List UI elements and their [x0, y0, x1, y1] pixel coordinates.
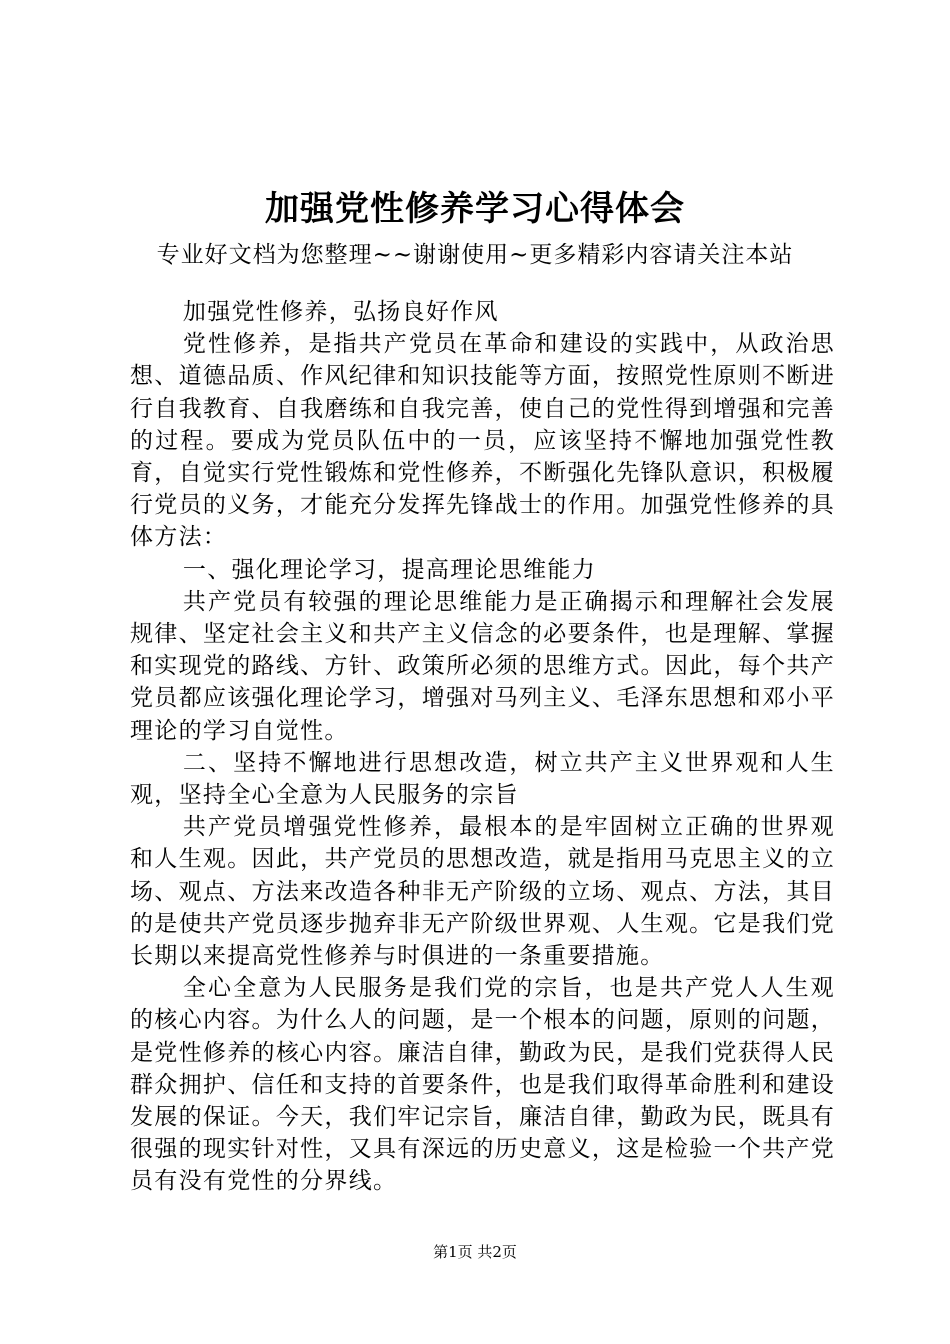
paragraph-heading: 加强党性修养，弘扬良好作风	[182, 299, 499, 325]
document-title: 加强党性修养学习心得体会	[265, 189, 685, 229]
document-subtitle: 专业好文档为您整理~~谢谢使用~更多精彩内容请关注本站	[156, 242, 794, 268]
paragraph: 共产党员增强党性修养，最根本的是牢固树立正确的世界观和人生观。因此，共产党员的思想改造，就是指用马克思主义的立场、观点、方法来改造各种非无产阶级的立场、观点、方法，其目的是使共产党员逐步抛弃非无产阶级世界观、人生观。它是我们党长期以来提高党性修养与时俱进的一条重要措施。	[130, 814, 835, 970]
document-body	[130, 296, 835, 1198]
paragraph: 党性修养，是指共产党员在革命和建设的实践中，从政治思想、道德品质、作风纪律和知识技能等方面，按照党性原则不断进行自我教育、自我磨练和自我完善，使自己的党性得到增强和完善的过程。要成为党员队伍中的一员，应该坚持不懈地加强党性教育，自觉实行党性锻炼和党性修养，不断强化先锋队意识，积极履行党员的义务，才能充分发挥先锋战士的作用。加强党性修养的具体方法：	[130, 331, 835, 551]
page-number: 第1页 共2页	[433, 1243, 517, 1261]
paragraph: 全心全意为人民服务是我们党的宗旨，也是共产党人人生观的核心内容。为什么人的问题，是一个根本的问题，原则的问题，是党性修养的核心内容。廉洁自律，勤政为民，是我们党获得人民群众拥护、信任和支持的首要条件，也是我们取得革命胜利和建设发展的保证。今天，我们牢记宗旨，廉洁自律，勤政为民，既具有很强的现实针对性，又具有深远的历史意义，这是检验一个共产党员有没有党性的分界线。	[130, 975, 835, 1195]
section-heading: 一、强化理论学习，提高理论思维能力	[182, 556, 596, 583]
section-heading: 二、坚持不懈地进行思想改造，树立共产主义世界观和人生观，坚持全心全意为人民服务的宗旨	[130, 749, 835, 809]
paragraph: 共产党员有较强的理论思维能力是正确揭示和理解社会发展规律、坚定社会主义和共产主义信念的必要条件，也是理解、掌握和实现党的路线、方针、政策所必须的思维方式。因此，每个共产党员都应该强化理论学习，增强对马列主义、毛泽东思想和邓小平理论的学习自觉性。	[130, 588, 835, 744]
